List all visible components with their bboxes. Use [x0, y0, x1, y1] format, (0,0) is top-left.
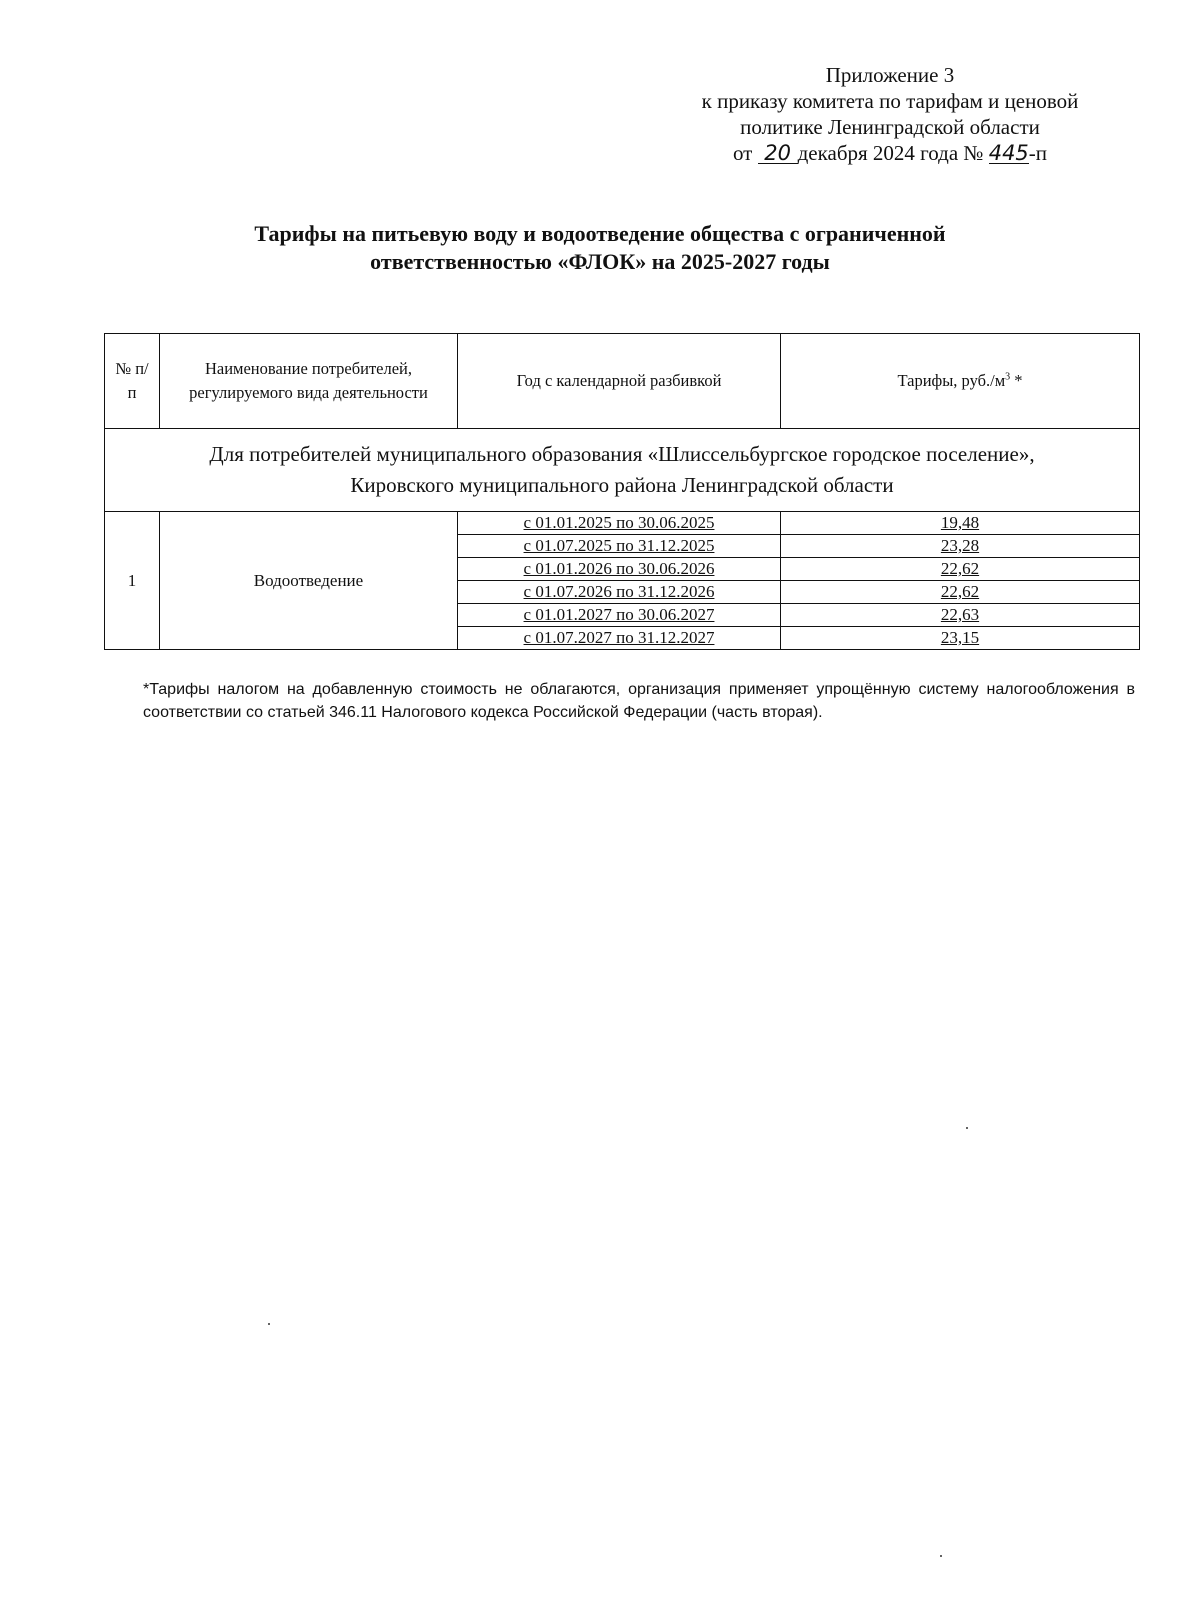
footnote: *Тарифы налогом на добавленную стоимость не облагаются, организация применяет упрощённую систему налогообложения в соответствии со статьей 346.11 Налогового кодекса Российской Федерации (часть вторая). [143, 681, 1135, 721]
tariff-table [104, 333, 1140, 650]
period-cell: с 01.01.2026 по 30.06.2026 [458, 558, 781, 581]
header-tariff [781, 334, 1140, 429]
annex-date-prefix: от [732, 141, 758, 165]
tariff-cell: 22,63 [781, 604, 1140, 627]
tariff-cell: 22,62 [781, 558, 1140, 581]
scan-speck [268, 1323, 270, 1325]
scan-speck [940, 1555, 942, 1557]
period-cell: с 01.01.2025 по 30.06.2025 [458, 512, 781, 535]
header-tariff-sup: 3 [1005, 371, 1011, 383]
group-row-line-2: Кировского муниципального района Ленинградской области [350, 473, 894, 497]
header-period: Год с календарной разбивкой [458, 334, 781, 429]
row-name: Водоотведение [160, 512, 458, 650]
group-row-cell [105, 429, 1140, 512]
row-num: 1 [105, 512, 160, 650]
handwritten-order-number: 445 [988, 141, 1029, 165]
title-line-1: Тарифы на питьевую воду и водоотведение общества с ограниченной [254, 221, 946, 246]
table-header-row [105, 334, 1140, 429]
group-row-line-1: Для потребителей муниципального образования «Шлиссельбургское городское поселение», [209, 442, 1035, 466]
group-row [105, 429, 1140, 512]
period-cell: с 01.07.2027 по 31.12.2027 [458, 627, 781, 650]
tariff-cell: 23,15 [781, 627, 1140, 650]
annex-header [640, 62, 1140, 166]
annex-date-middle: декабря 2024 года № [797, 141, 989, 165]
title-line-2: ответственностью «ФЛОК» на 2025-2027 годы [370, 249, 830, 274]
handwritten-day: 20 [758, 143, 798, 164]
annex-order-suffix: -п [1028, 141, 1048, 165]
tariff-cell: 23,28 [781, 535, 1140, 558]
header-name: Наименование потребителей, регулируемого вида деятельности [160, 334, 458, 429]
period-cell: с 01.01.2027 по 30.06.2027 [458, 604, 781, 627]
document-title [100, 220, 1100, 276]
table-row [105, 512, 1140, 535]
header-tariff-label: Тарифы, руб./м [897, 371, 1006, 390]
header-num: № п/п [105, 334, 160, 429]
annex-order-ref: к приказу комитета по тарифам и ценовой [701, 89, 1079, 113]
tariff-cell: 22,62 [781, 581, 1140, 604]
annex-number: Приложение 3 [825, 63, 955, 87]
annex-date-line [640, 140, 1140, 166]
period-cell: с 01.07.2025 по 31.12.2025 [458, 535, 781, 558]
header-tariff-mark: * [1010, 371, 1023, 390]
scan-speck [966, 1127, 968, 1129]
period-cell: с 01.07.2026 по 31.12.2026 [458, 581, 781, 604]
tariff-cell: 19,48 [781, 512, 1140, 535]
annex-committee: политике Ленинградской области [740, 115, 1040, 139]
